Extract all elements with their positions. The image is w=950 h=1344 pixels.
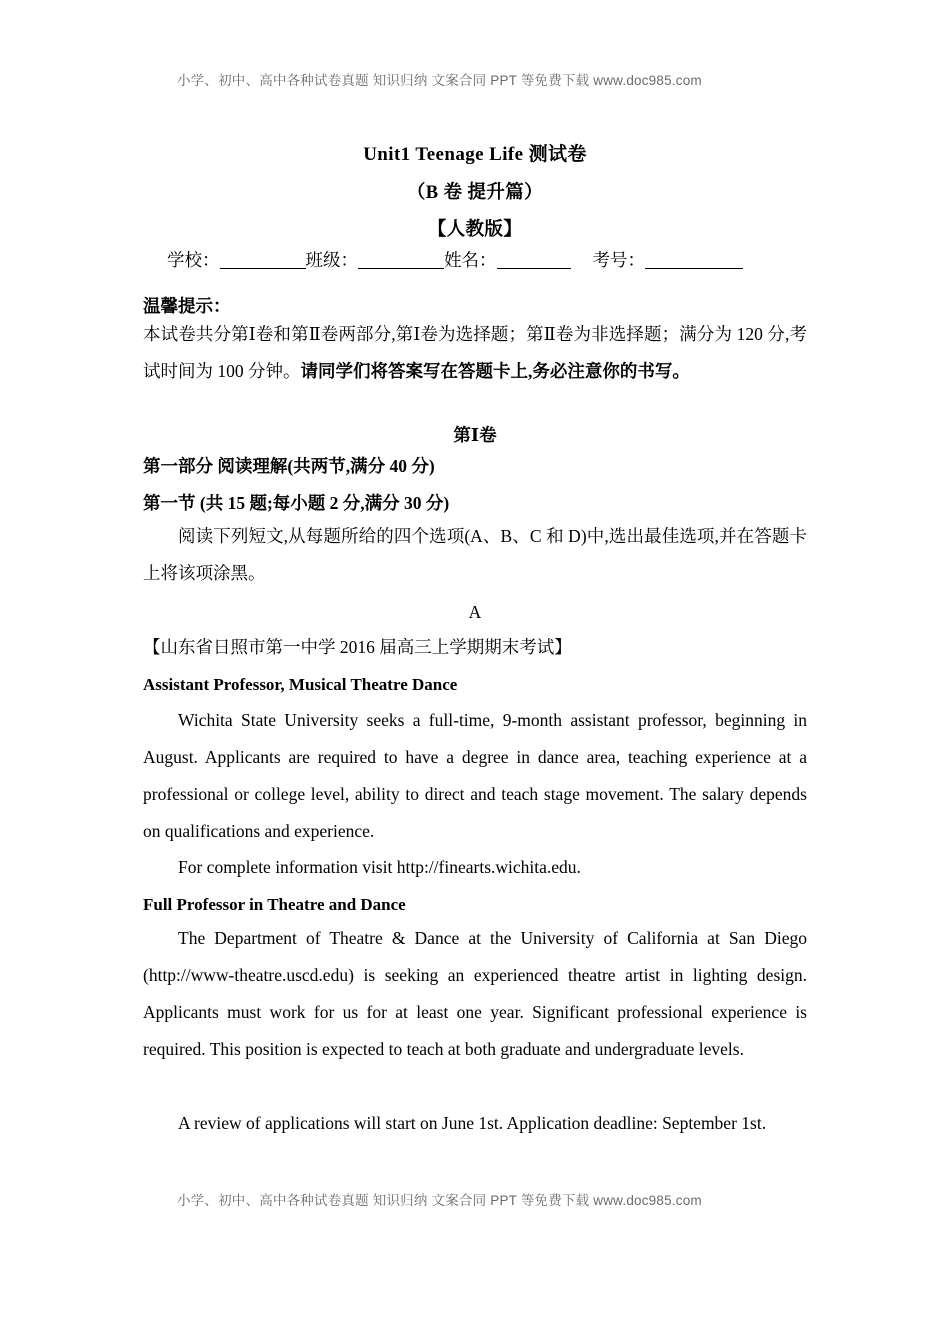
class-blank[interactable]: [358, 268, 444, 269]
passage-marker-a: A: [468, 602, 482, 622]
job-heading-assistant-professor: Assistant Professor, Musical Theatre Dance: [143, 675, 458, 694]
watermark-header: 小学、初中、高中各种试卷真题 知识归纳 文案合同 PPT 等免费下载 www.doc985.com: [177, 73, 702, 88]
page-subtitle-volume: （B 卷 提升篇）: [406, 183, 544, 203]
exam-no-label: 考号：: [592, 250, 645, 270]
name-label: 姓名：: [444, 250, 497, 270]
student-info-line: [143, 247, 807, 272]
volume-heading: 第Ⅰ卷: [453, 425, 497, 445]
exam-no-blank[interactable]: [645, 268, 743, 269]
document-page: [143, 0, 807, 1344]
class-label: 班级：: [305, 250, 358, 270]
tip-heading: 温馨提示：: [143, 296, 231, 316]
passage-paragraph-2: For complete information visit http://finearts.wichita.edu.: [178, 857, 581, 877]
page-title: Unit1 Teenage Life 测试卷: [363, 144, 587, 165]
section-one-heading: 第一节 (共 15 题;每小题 2 分,满分 30 分): [143, 493, 450, 513]
section-instruction: 阅读下列短文,从每题所给的四个选项(A、B、C 和 D)中,选出最佳选项,并在答题卡上将该项涂黑。: [143, 526, 807, 583]
part-one-heading: 第一部分 阅读理解(共两节,满分 40 分): [143, 456, 435, 476]
tip-body-normal: 本试卷共分第Ⅰ卷和第Ⅱ卷两部分,第Ⅰ卷为选择题；第Ⅱ卷为非选择题；满分为 120 分,考试时间为 100 分钟。: [143, 324, 807, 381]
watermark-footer: 小学、初中、高中各种试卷真题 知识归纳 文案合同 PPT 等免费下载 www.doc985.com: [177, 1193, 702, 1208]
job-heading-full-professor: Full Professor in Theatre and Dance: [143, 895, 406, 914]
tip-body-bold: 请同学们将答案写在答题卡上,务必注意你的书写。: [300, 361, 690, 381]
passage-paragraph-1: Wichita State University seeks a full-time, 9-month assistant professor, beginning in August. Applicants are required to have a degree in dance area, teaching experience at a professional or college level, ability to direct and teach stage movement. The salary depends on qualifications and experience.: [143, 710, 807, 841]
tip-body: [143, 316, 807, 390]
school-blank[interactable]: [220, 268, 306, 269]
page-subtitle-edition: 【人教版】: [427, 220, 523, 240]
passage-paragraph-4: A review of applications will start on June 1st. Application deadline: September 1st.: [178, 1113, 767, 1133]
school-label: 学校：: [167, 250, 220, 270]
passage-paragraph-3: The Department of Theatre & Dance at the University of California at San Diego (http://www-theatre.uscd.edu) is seeking an experienced theatre artist in lighting design. Applicants must work for us for at least one year. Significant professional experience is required. This position is expected to teach at both graduate and undergraduate levels.: [143, 928, 807, 1059]
name-blank[interactable]: [497, 268, 571, 269]
passage-source: 【山东省日照市第一中学 2016 届高三上学期期末考试】: [143, 637, 572, 657]
